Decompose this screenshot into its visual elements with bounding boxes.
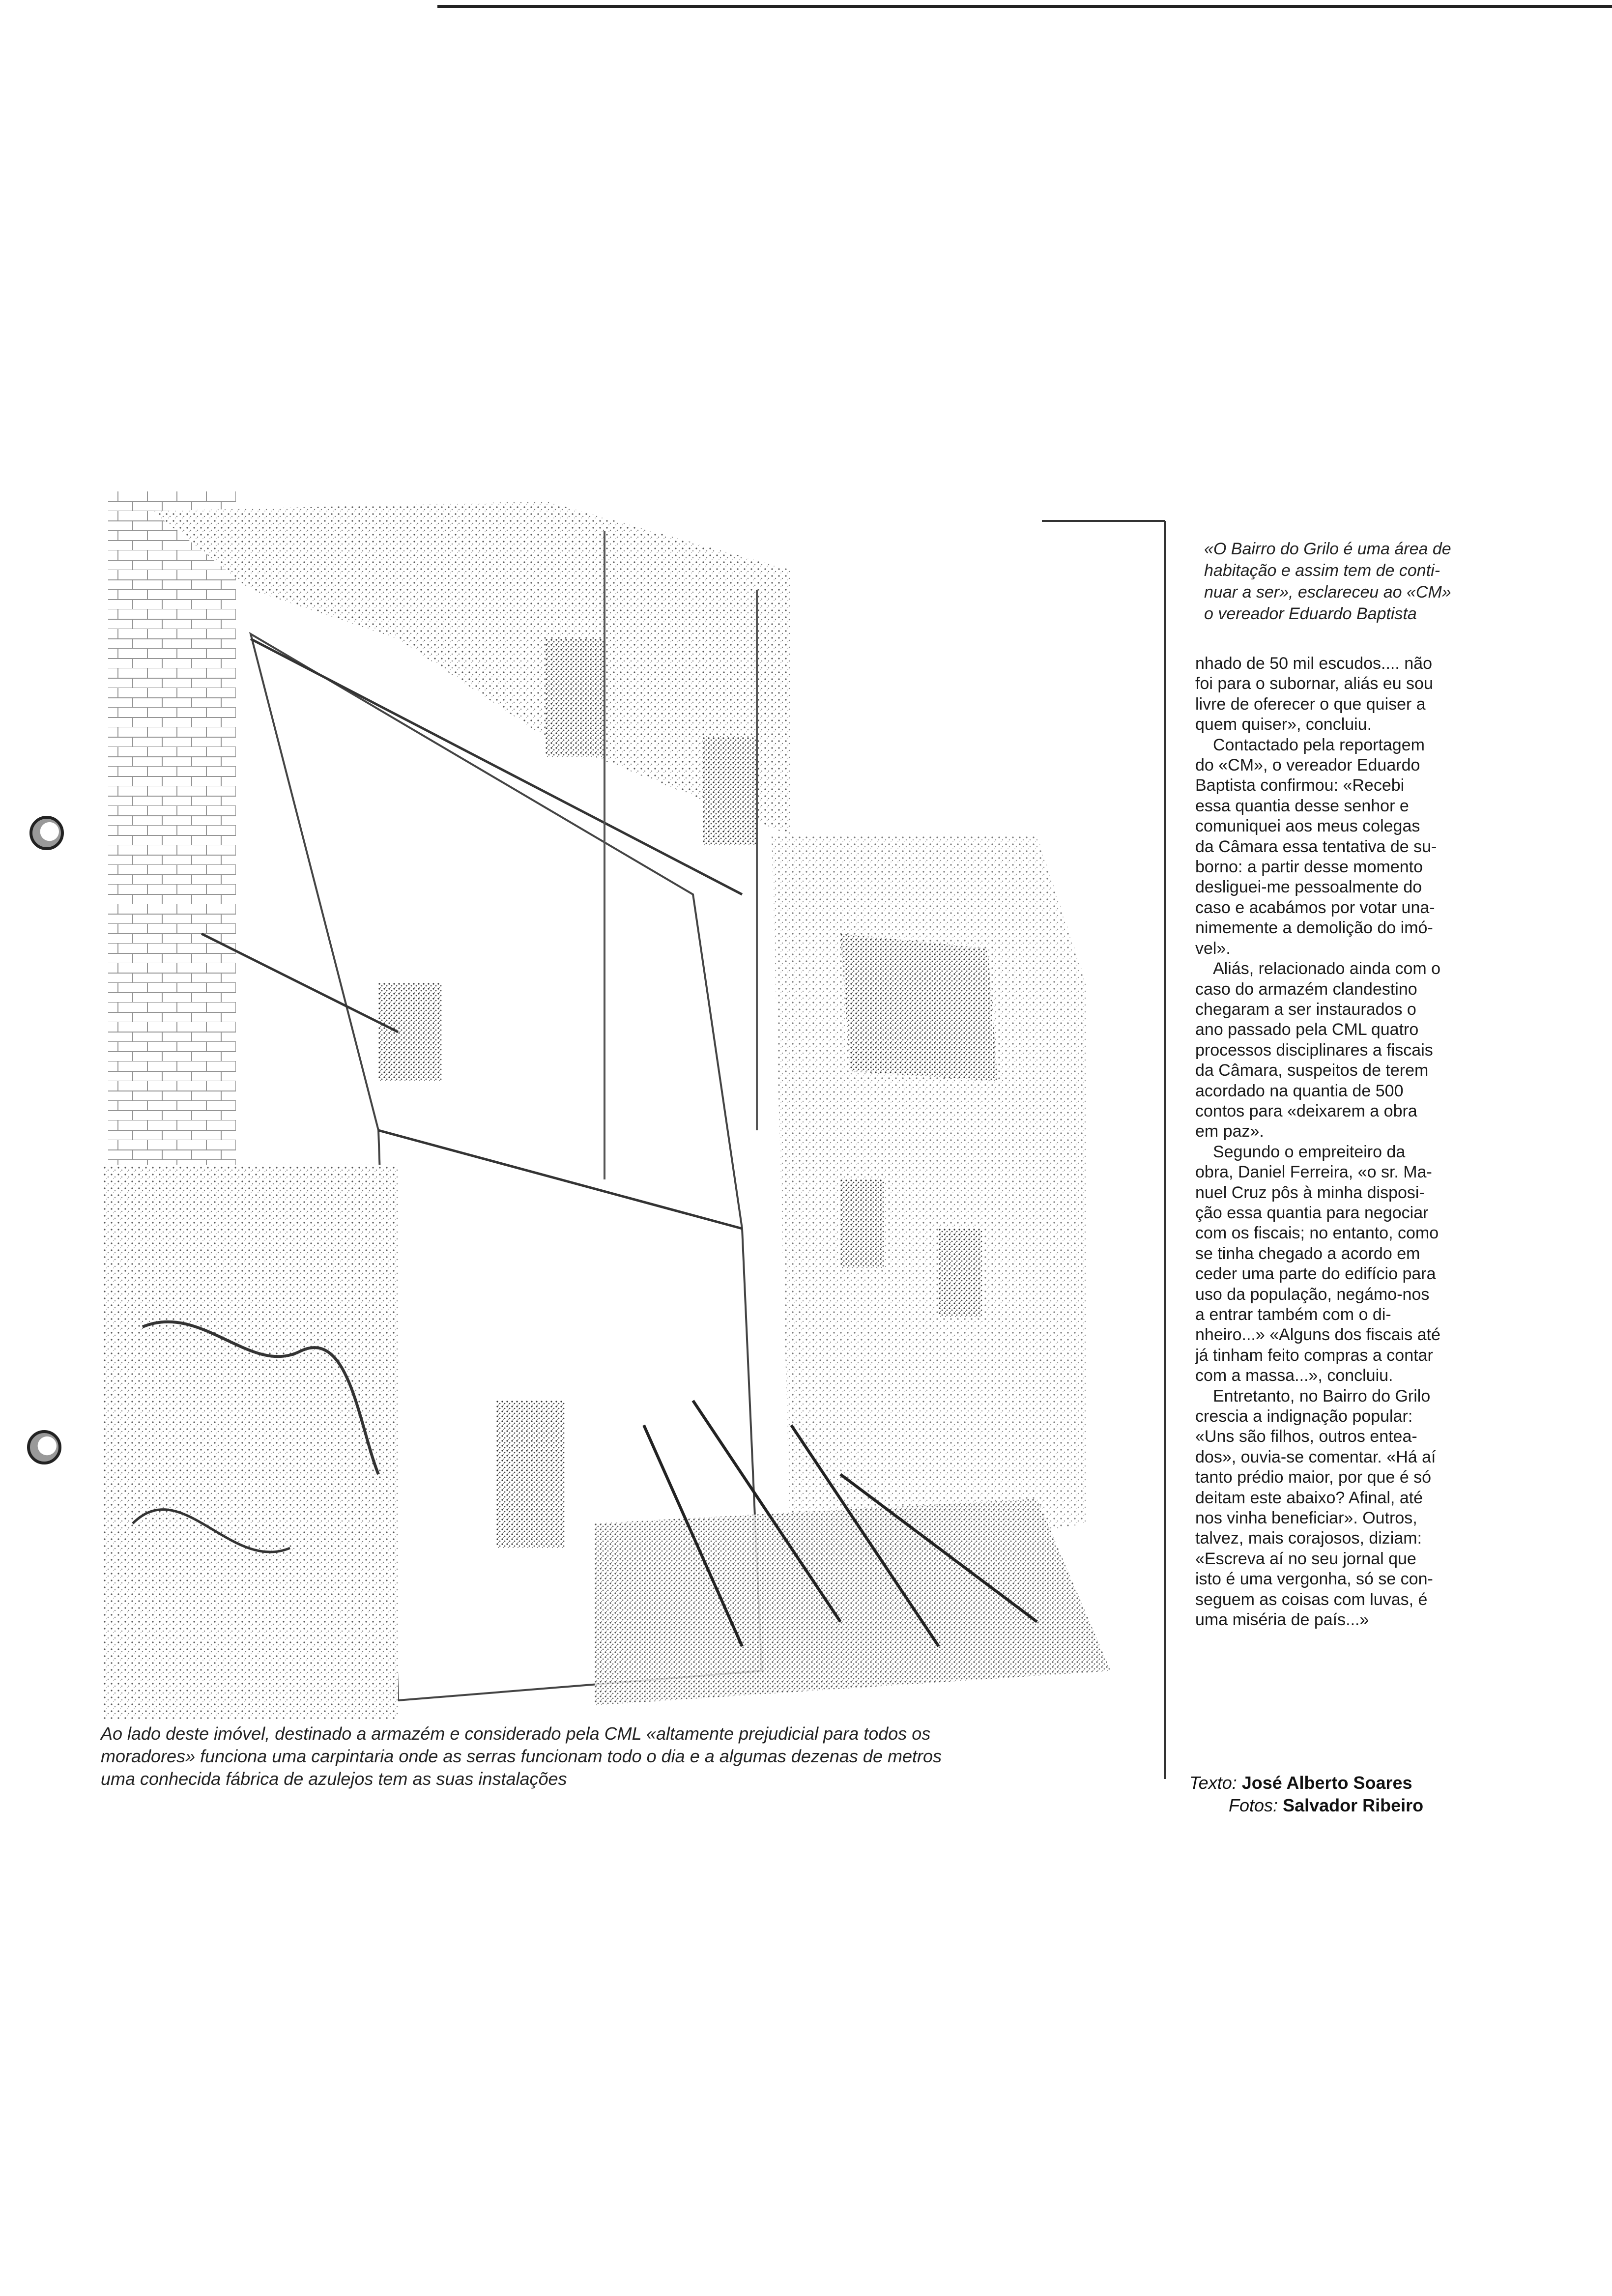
article-line: talvez, mais corajosos, diziam: xyxy=(1195,1529,1422,1548)
pull-quote-line: habitação e assim tem de conti- xyxy=(1204,561,1440,580)
article-line: vel». xyxy=(1195,939,1231,958)
article-line: se tinha chegado a acordo em xyxy=(1195,1244,1420,1263)
article-line: Entretanto, no Bairro do Grilo xyxy=(1213,1386,1431,1406)
column-rule-horizontal xyxy=(1042,520,1165,522)
article-line: Segundo o empreiteiro da xyxy=(1213,1142,1406,1161)
pull-quote-line: nuar a ser», esclareceu ao «CM» xyxy=(1204,583,1451,602)
article-line: acordado na quantia de 500 xyxy=(1195,1081,1404,1100)
building-photo xyxy=(103,491,1133,1722)
article-line: Baptista confirmou: «Recebi xyxy=(1195,776,1405,795)
caption-line: moradores» funciona uma carpintaria onde as serras funcionam todo o dia e a algumas dezenas de metros xyxy=(101,1746,942,1766)
column-rule-vertical xyxy=(1164,521,1166,1779)
text-credit-name: José Alberto Soares xyxy=(1241,1773,1412,1793)
pull-quote xyxy=(1204,538,1538,625)
article-line: nos vinha beneficiar». Outros, xyxy=(1195,1509,1417,1528)
text-credit xyxy=(1189,1772,1533,1794)
article-line: «Uns são filhos, outros entea- xyxy=(1195,1427,1417,1446)
article-line: ceder uma parte do edifício para xyxy=(1195,1264,1436,1284)
photo-credit xyxy=(1189,1794,1533,1817)
punch-hole-bottom xyxy=(27,1430,61,1464)
article-line: isto é uma vergonha, só se con- xyxy=(1195,1570,1433,1589)
article-line: em paz». xyxy=(1195,1122,1264,1141)
article-line: tanto prédio maior, por que é só xyxy=(1195,1468,1432,1487)
caption-line: Ao lado deste imóvel, destinado a armazém e considerado pela CML «altamente prejudicial para todos os xyxy=(101,1723,931,1744)
article-line: nheiro...» «Alguns dos fiscais até xyxy=(1195,1325,1440,1345)
article-line: contos para «deixarem a obra xyxy=(1195,1101,1417,1120)
article-line: nimemente a demolição do imó- xyxy=(1195,918,1433,938)
article-line: seguem as coisas com luvas, é xyxy=(1195,1590,1428,1609)
article-line: da Câmara, suspeitos de terem xyxy=(1195,1061,1429,1080)
building-photo-drawing xyxy=(103,491,1133,1722)
article-body xyxy=(1195,654,1529,1631)
article-line: deitam este abaixo? Afinal, até xyxy=(1195,1488,1423,1507)
article-line: processos disciplinares a fiscais xyxy=(1195,1040,1433,1060)
article-line: borno: a partir desse momento xyxy=(1195,858,1423,877)
article-line: da Câmara essa tentativa de su- xyxy=(1195,837,1437,856)
article-line: a entrar também com o di- xyxy=(1195,1305,1391,1324)
article-line: com os fiscais; no entanto, como xyxy=(1195,1224,1439,1243)
article-line: caso do armazém clandestino xyxy=(1195,979,1417,999)
article-line: caso e acabámos por votar una- xyxy=(1195,898,1435,917)
photo-credit-label: Fotos: xyxy=(1229,1795,1278,1815)
article-line: do «CM», o vereador Eduardo xyxy=(1195,756,1420,775)
article-line: comuniquei aos meus colegas xyxy=(1195,817,1420,836)
pull-quote-line: o vereador Eduardo Baptista xyxy=(1204,604,1417,623)
article-line: já tinham feito compras a contar xyxy=(1195,1346,1433,1365)
article-line: ano passado pela CML quatro xyxy=(1195,1020,1419,1039)
article-line: Contactado pela reportagem xyxy=(1213,735,1425,754)
article-line: dos», ouvia-se comentar. «Há aí xyxy=(1195,1447,1436,1466)
article-line: nuel Cruz pôs à minha disposi- xyxy=(1195,1183,1425,1202)
pull-quote-line: «O Bairro do Grilo é uma área de xyxy=(1204,540,1451,558)
article-line: nhado de 50 mil escudos.... não xyxy=(1195,654,1432,673)
photo-credit-name: Salvador Ribeiro xyxy=(1283,1795,1424,1815)
article-line: com a massa...», concluiu. xyxy=(1195,1366,1393,1385)
article-line: «Escreva aí no seu jornal que xyxy=(1195,1549,1416,1568)
article-line: crescia a indignação popular: xyxy=(1195,1407,1413,1426)
caption-line: uma conhecida fábrica de azulejos tem as suas instalações xyxy=(101,1769,567,1789)
credits xyxy=(1189,1772,1533,1817)
article-line: uma miséria de país...» xyxy=(1195,1610,1369,1630)
article-line: Aliás, relacionado ainda com o xyxy=(1213,959,1441,978)
article-line: chegaram a ser instaurados o xyxy=(1195,1000,1416,1019)
top-rule xyxy=(437,5,1612,8)
article-line: ção essa quantia para negociar xyxy=(1195,1203,1429,1222)
punch-hole-top xyxy=(29,816,64,850)
article-line: livre de oferecer o que quiser a xyxy=(1195,694,1426,714)
article-line: foi para o subornar, aliás eu sou xyxy=(1195,674,1433,693)
article-line: desliguei-me pessoalmente do xyxy=(1195,878,1422,897)
article-line: quem quiser», concluiu. xyxy=(1195,715,1372,734)
article-line: uso da população, negámo-nos xyxy=(1195,1285,1430,1304)
article-line: obra, Daniel Ferreira, «o sr. Ma- xyxy=(1195,1163,1432,1182)
photo-caption xyxy=(101,1722,1138,1790)
text-credit-label: Texto: xyxy=(1189,1773,1237,1793)
article-line: essa quantia desse senhor e xyxy=(1195,796,1409,815)
